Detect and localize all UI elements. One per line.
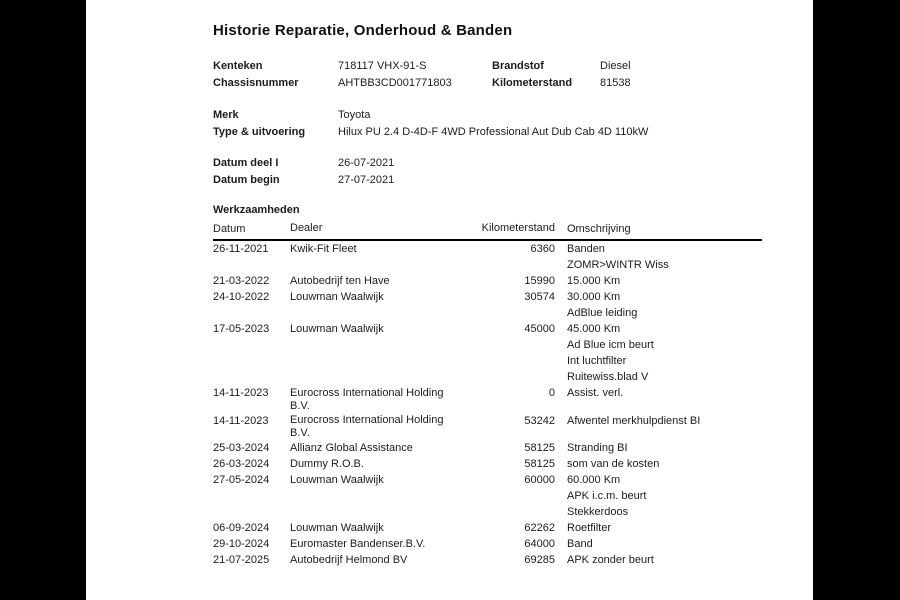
record-kilometers: 53242 — [524, 414, 555, 427]
record-dealer: Dummy R.O.B. — [290, 457, 364, 470]
record-dealer: Eurocross International Holding B.V. — [290, 414, 444, 439]
record-date: 21-03-2022 — [213, 275, 270, 287]
report-content — [213, 0, 763, 568]
record-kilometers: 69285 — [524, 554, 555, 566]
record-description-line: som van de kosten — [567, 458, 660, 470]
vehicle-id-block — [213, 59, 763, 93]
record-date: 26-11-2021 — [213, 243, 269, 255]
merk-label: Merk — [213, 109, 239, 121]
right-black-border — [813, 0, 900, 600]
record-dealer: Euromaster Bandenser.B.V. — [290, 537, 426, 550]
chassisnummer-value: AHTBB3CD001771803 — [338, 77, 452, 89]
record-description-line: 30.000 Km — [567, 291, 621, 303]
record-kilometers: 64000 — [524, 538, 555, 550]
kilometerstand-value: 81538 — [600, 77, 631, 89]
datum-begin-value: 27-07-2021 — [338, 174, 395, 186]
record-date: 27-05-2024 — [213, 474, 270, 486]
record-date: 17-05-2023 — [213, 323, 270, 335]
record-dealer: Autobedrijf Helmond BV — [290, 553, 408, 566]
datum-begin-label: Datum begin — [213, 174, 280, 186]
record-dealer: Louwman Waalwijk — [290, 473, 384, 486]
record-date: 21-07-2025 — [213, 554, 270, 566]
record-description — [567, 241, 762, 273]
kilometerstand-label: Kilometerstand — [492, 77, 573, 89]
record-date: 26-03-2024 — [213, 458, 270, 470]
vehicle-type-block — [213, 108, 763, 142]
table-row — [213, 289, 762, 321]
record-description-line: APK zonder beurt — [567, 554, 654, 566]
werkzaamheden-section-label: Werkzaamheden — [213, 204, 300, 216]
record-dealer: Kwik-Fit Fleet — [290, 242, 357, 255]
record-date: 14-11-2023 — [213, 414, 269, 427]
record-date: 14-11-2023 — [213, 387, 269, 399]
record-description-line: Roetfilter — [567, 522, 612, 534]
left-black-border — [0, 0, 86, 600]
record-kilometers: 6360 — [530, 243, 555, 255]
record-kilometers: 58125 — [524, 442, 555, 454]
column-header-kilometerstand: Kilometerstand — [481, 222, 555, 234]
record-kilometers: 60000 — [524, 474, 555, 486]
record-kilometers: 58125 — [524, 458, 555, 470]
record-description-line: 60.000 Km — [567, 474, 621, 486]
table-row — [213, 456, 762, 472]
table-row — [213, 536, 762, 552]
record-description-line: Ad Blue icm beurt — [567, 339, 654, 351]
record-description-line: Stekkerdoos — [567, 506, 629, 518]
kenteken-value: 718117 VHX-91-S — [338, 60, 427, 72]
table-row — [213, 385, 762, 413]
record-dealer: Eurocross International Holding B.V. — [290, 386, 444, 412]
record-description — [567, 520, 762, 536]
record-description-line: Int luchtfilter — [567, 355, 627, 367]
record-kilometers: 0 — [548, 387, 555, 399]
record-date: 24-10-2022 — [213, 291, 270, 303]
column-header-omschrijving: Omschrijving — [567, 223, 631, 235]
record-date: 29-10-2024 — [213, 538, 270, 550]
kenteken-label: Kenteken — [213, 60, 263, 72]
datum-deel-value: 26-07-2021 — [338, 157, 395, 169]
record-description-line: Ruitewiss.blad V — [567, 371, 649, 383]
type-uitvoering-value: Hilux PU 2.4 D-4D-F 4WD Professional Aut Dub Cab 4D 110kW — [338, 126, 649, 138]
chassisnummer-label: Chassisnummer — [213, 77, 299, 89]
record-dealer: Louwman Waalwijk — [290, 521, 384, 534]
column-header-datum: Datum — [213, 223, 246, 235]
record-description — [567, 536, 762, 552]
table-header-row — [213, 221, 762, 241]
record-description — [567, 456, 762, 472]
record-dealer: Louwman Waalwijk — [290, 322, 384, 335]
record-dealer: Allianz Global Assistance — [290, 441, 413, 454]
record-description-line: Stranding BI — [567, 442, 628, 454]
record-kilometers: 62262 — [524, 522, 555, 534]
record-dealer: Louwman Waalwijk — [290, 290, 384, 303]
record-description-line: Band — [567, 538, 593, 550]
record-description — [567, 552, 762, 568]
record-description-line: AdBlue leiding — [567, 307, 638, 319]
record-description — [567, 413, 762, 429]
table-row — [213, 440, 762, 456]
worklog-table — [213, 221, 763, 568]
table-row — [213, 472, 762, 520]
record-description-line: Afwentel merkhulpdienst BI — [567, 414, 701, 427]
table-row — [213, 241, 762, 273]
record-description-line: 15.000 Km — [567, 275, 621, 287]
page-title: Historie Reparatie, Onderhoud & Banden — [213, 22, 513, 39]
record-description — [567, 385, 762, 401]
record-date: 25-03-2024 — [213, 442, 270, 454]
record-description — [567, 321, 762, 385]
table-row — [213, 413, 762, 441]
record-description — [567, 273, 762, 289]
column-header-dealer: Dealer — [290, 222, 323, 234]
brandstof-value: Diesel — [600, 60, 631, 72]
table-row — [213, 321, 762, 385]
record-description-line: 45.000 Km — [567, 323, 621, 335]
record-description — [567, 472, 762, 520]
record-kilometers: 45000 — [524, 323, 555, 335]
record-kilometers: 15990 — [524, 275, 555, 287]
brandstof-label: Brandstof — [492, 60, 544, 72]
type-uitvoering-label: Type & uitvoering — [213, 126, 306, 138]
record-description — [567, 289, 762, 321]
table-row — [213, 520, 762, 536]
record-description-line: Banden — [567, 243, 605, 255]
record-date: 06-09-2024 — [213, 522, 270, 534]
record-dealer: Autobedrijf ten Have — [290, 274, 390, 287]
record-description-line: Assist. verl. — [567, 387, 624, 399]
record-description — [567, 440, 762, 456]
datum-deel-label: Datum deel I — [213, 157, 279, 169]
table-row — [213, 552, 762, 568]
record-description-line: ZOMR>WINTR Wiss — [567, 259, 669, 271]
dates-block — [213, 156, 763, 190]
merk-value: Toyota — [338, 109, 371, 121]
table-row — [213, 273, 762, 289]
record-description-line: APK i.c.m. beurt — [567, 490, 647, 502]
record-kilometers: 30574 — [524, 291, 555, 303]
table-body — [213, 241, 763, 568]
